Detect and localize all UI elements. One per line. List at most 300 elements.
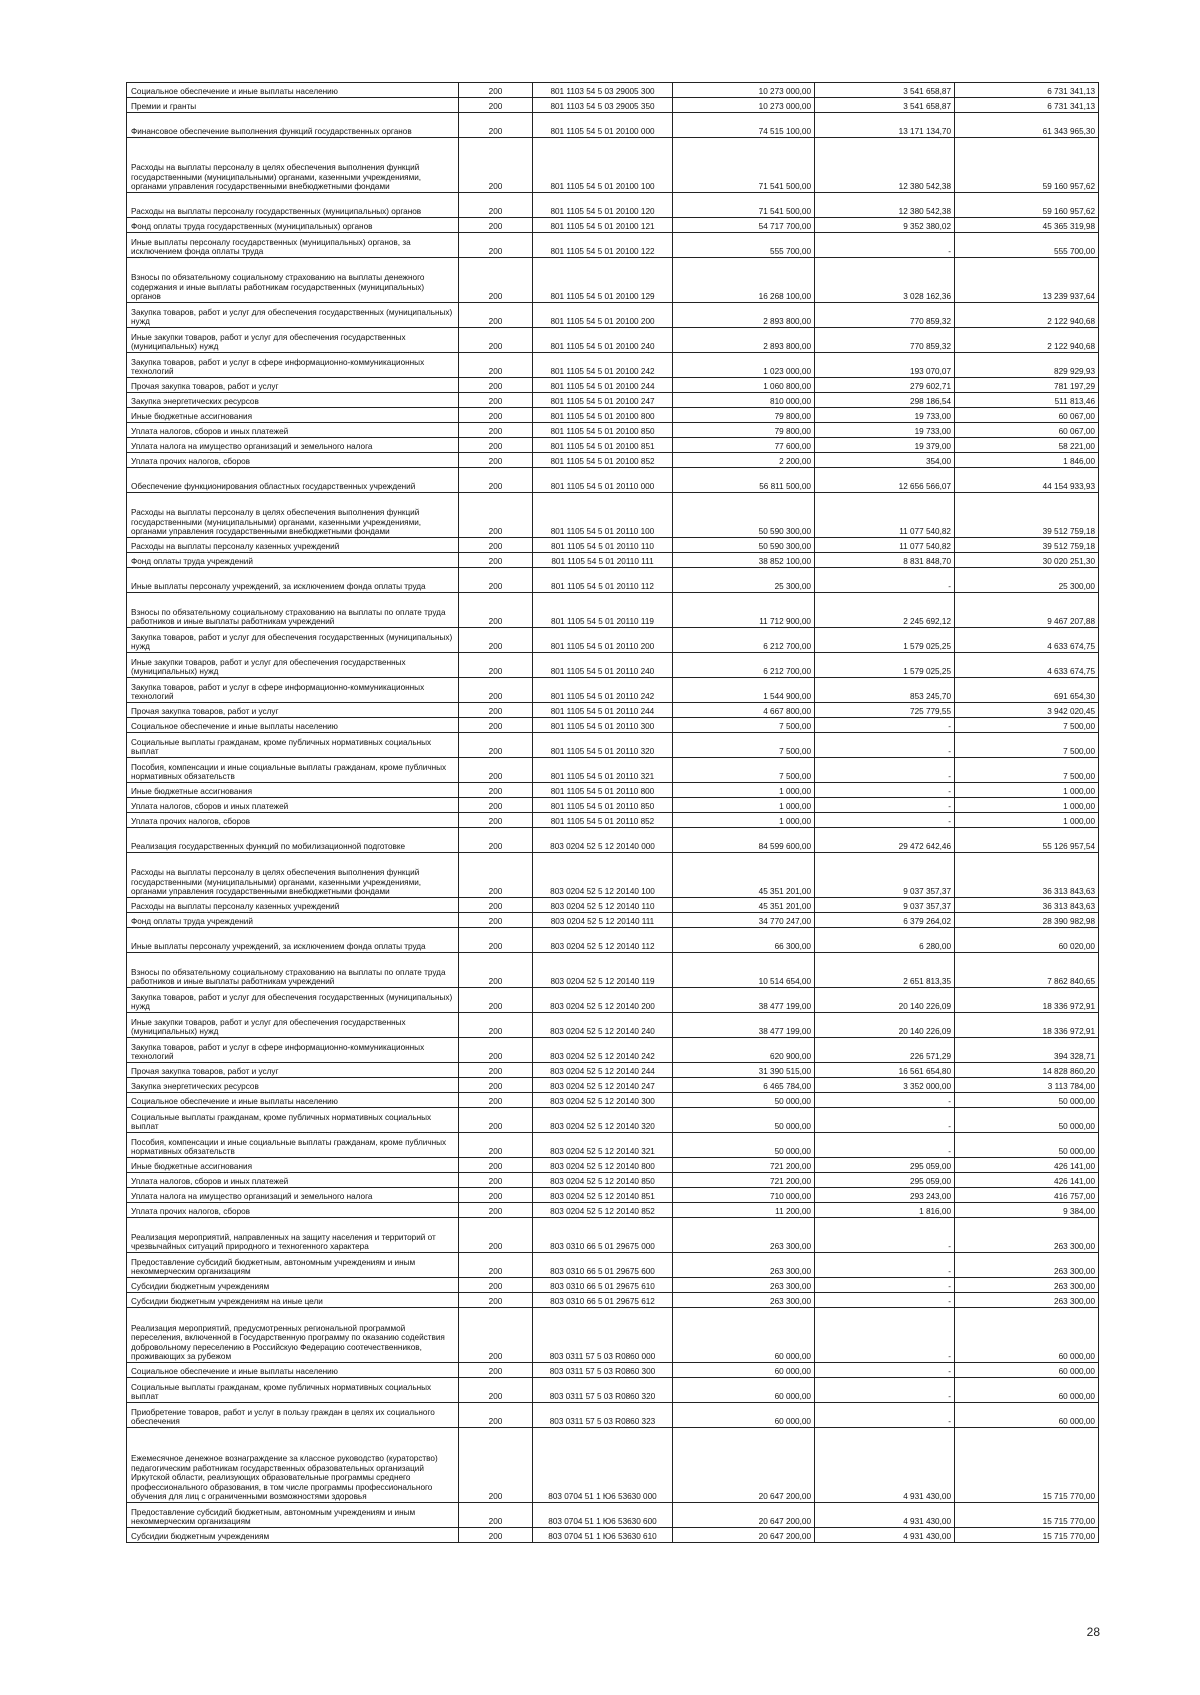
row-approved-amount: 60 000,00 bbox=[673, 1403, 815, 1428]
row-remaining-amount: 6 731 341,13 bbox=[955, 83, 1099, 98]
row-name: Расходы на выплаты персоналу в целях обеспечения выполнения функций государственными (муниципальными) органами, казенными учреждениями, органами управления государственными внебюджетными фондами bbox=[127, 493, 459, 538]
row-budget-code: 801 1105 54 5 01 20100 121 bbox=[533, 218, 673, 233]
table-row bbox=[127, 678, 1099, 703]
row-line-code: 200 bbox=[459, 1403, 533, 1428]
row-budget-code: 803 0204 52 5 12 20140 850 bbox=[533, 1173, 673, 1188]
table-row bbox=[127, 898, 1099, 913]
table-row bbox=[127, 1528, 1099, 1543]
row-budget-code: 803 0204 52 5 12 20140 000 bbox=[533, 828, 673, 853]
row-remaining-amount: 1 000,00 bbox=[955, 813, 1099, 828]
table-row bbox=[127, 328, 1099, 353]
table-row bbox=[127, 1093, 1099, 1108]
row-budget-code: 803 0204 52 5 12 20140 200 bbox=[533, 988, 673, 1013]
row-executed-amount: - bbox=[815, 1093, 955, 1108]
row-executed-amount: - bbox=[815, 783, 955, 798]
table-row bbox=[127, 593, 1099, 628]
row-name: Расходы на выплаты персоналу государственных (муниципальных) органов bbox=[127, 193, 459, 218]
row-budget-code: 801 1105 54 5 01 20100 000 bbox=[533, 113, 673, 138]
row-approved-amount: 71 541 500,00 bbox=[673, 193, 815, 218]
row-name: Реализация мероприятий, направленных на защиту населения и территорий от чрезвычайных ситуаций природного и техногенного характера bbox=[127, 1218, 459, 1253]
row-approved-amount: 7 500,00 bbox=[673, 718, 815, 733]
row-executed-amount: - bbox=[815, 1253, 955, 1278]
row-executed-amount: 3 541 658,87 bbox=[815, 83, 955, 98]
row-remaining-amount: 7 862 840,65 bbox=[955, 953, 1099, 988]
row-name: Социальные выплаты гражданам, кроме публичных нормативных социальных выплат bbox=[127, 1378, 459, 1403]
table-row bbox=[127, 1063, 1099, 1078]
row-line-code: 200 bbox=[459, 218, 533, 233]
row-budget-code: 803 0310 66 5 01 29675 000 bbox=[533, 1218, 673, 1253]
row-line-code: 200 bbox=[459, 353, 533, 378]
row-name: Взносы по обязательному социальному страхованию на выплаты денежного содержания и иные выплаты работникам государственных (муниципальных) органов bbox=[127, 258, 459, 303]
row-budget-code: 803 0311 57 5 03 R0860 300 bbox=[533, 1363, 673, 1378]
table-row bbox=[127, 758, 1099, 783]
row-approved-amount: 60 000,00 bbox=[673, 1363, 815, 1378]
row-budget-code: 803 0204 52 5 12 20140 111 bbox=[533, 913, 673, 928]
row-remaining-amount: 39 512 759,18 bbox=[955, 493, 1099, 538]
row-line-code: 200 bbox=[459, 1063, 533, 1078]
row-budget-code: 801 1105 54 5 01 20100 240 bbox=[533, 328, 673, 353]
row-line-code: 200 bbox=[459, 1503, 533, 1528]
row-budget-code: 801 1103 54 5 03 29005 300 bbox=[533, 83, 673, 98]
row-approved-amount: 1 023 000,00 bbox=[673, 353, 815, 378]
row-line-code: 200 bbox=[459, 193, 533, 218]
table-row bbox=[127, 1363, 1099, 1378]
table-row bbox=[127, 733, 1099, 758]
row-name: Уплата прочих налогов, сборов bbox=[127, 813, 459, 828]
table-row bbox=[127, 1253, 1099, 1278]
row-remaining-amount: 50 000,00 bbox=[955, 1108, 1099, 1133]
row-approved-amount: 1 000,00 bbox=[673, 798, 815, 813]
row-executed-amount: - bbox=[815, 1308, 955, 1363]
row-line-code: 200 bbox=[459, 678, 533, 703]
row-budget-code: 803 0310 66 5 01 29675 610 bbox=[533, 1278, 673, 1293]
row-line-code: 200 bbox=[459, 1158, 533, 1173]
table-row bbox=[127, 138, 1099, 193]
row-name: Фонд оплаты труда учреждений bbox=[127, 913, 459, 928]
row-approved-amount: 56 811 500,00 bbox=[673, 468, 815, 493]
row-line-code: 200 bbox=[459, 1293, 533, 1308]
row-line-code: 200 bbox=[459, 1108, 533, 1133]
row-name: Иные бюджетные ассигнования bbox=[127, 408, 459, 423]
row-name: Иные выплаты персоналу государственных (муниципальных) органов, за исключением фонда оплаты труда bbox=[127, 233, 459, 258]
row-remaining-amount: 44 154 933,93 bbox=[955, 468, 1099, 493]
row-name: Закупка товаров, работ и услуг в сфере информационно-коммуникационных технологий bbox=[127, 1038, 459, 1063]
row-remaining-amount: 263 300,00 bbox=[955, 1253, 1099, 1278]
row-remaining-amount: 60 067,00 bbox=[955, 423, 1099, 438]
row-remaining-amount: 3 942 020,45 bbox=[955, 703, 1099, 718]
row-remaining-amount: 394 328,71 bbox=[955, 1038, 1099, 1063]
row-name: Субсидии бюджетным учреждениям bbox=[127, 1528, 459, 1543]
row-executed-amount: 226 571,29 bbox=[815, 1038, 955, 1063]
row-remaining-amount: 4 633 674,75 bbox=[955, 653, 1099, 678]
table-row bbox=[127, 1378, 1099, 1403]
row-executed-amount: 29 472 642,46 bbox=[815, 828, 955, 853]
row-approved-amount: 721 200,00 bbox=[673, 1173, 815, 1188]
row-name: Обеспечение функционирования областных государственных учреждений bbox=[127, 468, 459, 493]
row-approved-amount: 54 717 700,00 bbox=[673, 218, 815, 233]
row-approved-amount: 6 465 784,00 bbox=[673, 1078, 815, 1093]
row-executed-amount: 20 140 226,09 bbox=[815, 1013, 955, 1038]
table-row bbox=[127, 393, 1099, 408]
row-remaining-amount: 55 126 957,54 bbox=[955, 828, 1099, 853]
row-approved-amount: 60 000,00 bbox=[673, 1308, 815, 1363]
row-name: Иные закупки товаров, работ и услуг для обеспечения государственных (муниципальных) нужд bbox=[127, 328, 459, 353]
row-name: Закупка товаров, работ и услуг в сфере информационно-коммуникационных технологий bbox=[127, 678, 459, 703]
row-remaining-amount: 3 113 784,00 bbox=[955, 1078, 1099, 1093]
row-executed-amount: 1 816,00 bbox=[815, 1203, 955, 1218]
row-name: Пособия, компенсации и иные социальные выплаты гражданам, кроме публичных нормативных обязательств bbox=[127, 758, 459, 783]
row-budget-code: 801 1105 54 5 01 20100 247 bbox=[533, 393, 673, 408]
row-approved-amount: 1 060 800,00 bbox=[673, 378, 815, 393]
row-executed-amount: - bbox=[815, 1133, 955, 1158]
row-line-code: 200 bbox=[459, 1013, 533, 1038]
row-executed-amount: - bbox=[815, 233, 955, 258]
row-executed-amount: 770 859,32 bbox=[815, 328, 955, 353]
row-name: Закупка товаров, работ и услуг для обеспечения государственных (муниципальных) нужд bbox=[127, 988, 459, 1013]
row-approved-amount: 77 600,00 bbox=[673, 438, 815, 453]
table-row bbox=[127, 438, 1099, 453]
row-budget-code: 803 0204 52 5 12 20140 244 bbox=[533, 1063, 673, 1078]
row-budget-code: 801 1105 54 5 01 20100 244 bbox=[533, 378, 673, 393]
row-name: Закупка товаров, работ и услуг в сфере информационно-коммуникационных технологий bbox=[127, 353, 459, 378]
table-row bbox=[127, 453, 1099, 468]
table-row bbox=[127, 988, 1099, 1013]
row-budget-code: 803 0204 52 5 12 20140 852 bbox=[533, 1203, 673, 1218]
row-executed-amount: 9 352 380,02 bbox=[815, 218, 955, 233]
row-name: Закупка товаров, работ и услуг для обеспечения государственных (муниципальных) нужд bbox=[127, 303, 459, 328]
row-approved-amount: 2 200,00 bbox=[673, 453, 815, 468]
row-executed-amount: - bbox=[815, 1403, 955, 1428]
row-line-code: 200 bbox=[459, 438, 533, 453]
row-remaining-amount: 416 757,00 bbox=[955, 1188, 1099, 1203]
table-row bbox=[127, 493, 1099, 538]
row-remaining-amount: 7 500,00 bbox=[955, 733, 1099, 758]
row-executed-amount: 3 352 000,00 bbox=[815, 1078, 955, 1093]
row-executed-amount: 12 656 566,07 bbox=[815, 468, 955, 493]
row-budget-code: 801 1105 54 5 01 20100 120 bbox=[533, 193, 673, 218]
row-line-code: 200 bbox=[459, 1133, 533, 1158]
table-row bbox=[127, 468, 1099, 493]
row-line-code: 200 bbox=[459, 653, 533, 678]
row-approved-amount: 2 893 800,00 bbox=[673, 303, 815, 328]
row-name: Фонд оплаты труда учреждений bbox=[127, 553, 459, 568]
row-remaining-amount: 4 633 674,75 bbox=[955, 628, 1099, 653]
row-remaining-amount: 263 300,00 bbox=[955, 1218, 1099, 1253]
row-approved-amount: 45 351 201,00 bbox=[673, 898, 815, 913]
row-name: Реализация мероприятий, предусмотренных региональной программой переселения, включенной в Государственную программу по оказанию содействия добровольному переселению в Российскую Федерацию соотечественников, проживающих за рубежом bbox=[127, 1308, 459, 1363]
row-executed-amount: 12 380 542,38 bbox=[815, 193, 955, 218]
row-approved-amount: 38 477 199,00 bbox=[673, 1013, 815, 1038]
row-approved-amount: 79 800,00 bbox=[673, 423, 815, 438]
row-executed-amount: - bbox=[815, 758, 955, 783]
row-remaining-amount: 511 813,46 bbox=[955, 393, 1099, 408]
row-remaining-amount: 60 000,00 bbox=[955, 1363, 1099, 1378]
row-executed-amount: 11 077 540,82 bbox=[815, 538, 955, 553]
row-executed-amount: - bbox=[815, 1108, 955, 1133]
row-line-code: 200 bbox=[459, 303, 533, 328]
row-line-code: 200 bbox=[459, 233, 533, 258]
row-approved-amount: 1 000,00 bbox=[673, 813, 815, 828]
row-remaining-amount: 781 197,29 bbox=[955, 378, 1099, 393]
row-executed-amount: 3 028 162,36 bbox=[815, 258, 955, 303]
row-budget-code: 801 1105 54 5 01 20110 852 bbox=[533, 813, 673, 828]
row-budget-code: 801 1105 54 5 01 20110 000 bbox=[533, 468, 673, 493]
row-remaining-amount: 25 300,00 bbox=[955, 568, 1099, 593]
row-name: Предоставление субсидий бюджетным, автономным учреждениям и иным некоммерческим организациям bbox=[127, 1503, 459, 1528]
row-executed-amount: 1 579 025,25 bbox=[815, 653, 955, 678]
row-approved-amount: 11 200,00 bbox=[673, 1203, 815, 1218]
row-budget-code: 803 0204 52 5 12 20140 100 bbox=[533, 853, 673, 898]
row-approved-amount: 7 500,00 bbox=[673, 758, 815, 783]
row-line-code: 200 bbox=[459, 568, 533, 593]
row-budget-code: 801 1105 54 5 01 20100 200 bbox=[533, 303, 673, 328]
row-name: Социальное обеспечение и иные выплаты населению bbox=[127, 718, 459, 733]
row-line-code: 200 bbox=[459, 1078, 533, 1093]
row-name: Социальное обеспечение и иные выплаты населению bbox=[127, 1363, 459, 1378]
row-remaining-amount: 60 000,00 bbox=[955, 1378, 1099, 1403]
table-row bbox=[127, 98, 1099, 113]
row-line-code: 200 bbox=[459, 1278, 533, 1293]
row-executed-amount: 354,00 bbox=[815, 453, 955, 468]
row-line-code: 200 bbox=[459, 378, 533, 393]
table-row bbox=[127, 258, 1099, 303]
row-name: Социальное обеспечение и иные выплаты населению bbox=[127, 83, 459, 98]
row-executed-amount: 293 243,00 bbox=[815, 1188, 955, 1203]
row-line-code: 200 bbox=[459, 628, 533, 653]
row-name: Уплата налогов, сборов и иных платежей bbox=[127, 1173, 459, 1188]
row-line-code: 200 bbox=[459, 453, 533, 468]
row-remaining-amount: 36 313 843,63 bbox=[955, 898, 1099, 913]
row-approved-amount: 4 667 800,00 bbox=[673, 703, 815, 718]
row-line-code: 200 bbox=[459, 783, 533, 798]
row-executed-amount: 12 380 542,38 bbox=[815, 138, 955, 193]
row-name: Уплата налога на имущество организаций и земельного налога bbox=[127, 1188, 459, 1203]
table-row bbox=[127, 218, 1099, 233]
row-budget-code: 803 0204 52 5 12 20140 110 bbox=[533, 898, 673, 913]
row-approved-amount: 50 590 300,00 bbox=[673, 493, 815, 538]
row-name: Приобретение товаров, работ и услуг в пользу граждан в целях их социального обеспечения bbox=[127, 1403, 459, 1428]
row-remaining-amount: 45 365 319,98 bbox=[955, 218, 1099, 233]
row-approved-amount: 6 212 700,00 bbox=[673, 653, 815, 678]
row-remaining-amount: 50 000,00 bbox=[955, 1093, 1099, 1108]
row-budget-code: 801 1105 54 5 01 20110 850 bbox=[533, 798, 673, 813]
row-budget-code: 803 0704 51 1 Ю6 53630 610 bbox=[533, 1528, 673, 1543]
row-remaining-amount: 9 467 207,88 bbox=[955, 593, 1099, 628]
row-line-code: 200 bbox=[459, 113, 533, 138]
row-executed-amount: 4 931 430,00 bbox=[815, 1503, 955, 1528]
row-remaining-amount: 426 141,00 bbox=[955, 1173, 1099, 1188]
row-remaining-amount: 13 239 937,64 bbox=[955, 258, 1099, 303]
row-name: Уплата налога на имущество организаций и земельного налога bbox=[127, 438, 459, 453]
row-executed-amount: 20 140 226,09 bbox=[815, 988, 955, 1013]
table-row bbox=[127, 953, 1099, 988]
row-executed-amount: 1 579 025,25 bbox=[815, 628, 955, 653]
table-row bbox=[127, 1038, 1099, 1063]
row-remaining-amount: 9 384,00 bbox=[955, 1203, 1099, 1218]
table-row bbox=[127, 1278, 1099, 1293]
row-executed-amount: 19 379,00 bbox=[815, 438, 955, 453]
row-approved-amount: 6 212 700,00 bbox=[673, 628, 815, 653]
row-name: Ежемесячное денежное вознаграждение за классное руководство (кураторство) педагогическим работникам государственных образовательных организаций Иркутской области, реализующих образовательные программы среднего профессионального образования, в том числе программы профессионального обучения для лиц с ограниченными возможностями здоровья bbox=[127, 1428, 459, 1503]
row-name: Уплата прочих налогов, сборов bbox=[127, 453, 459, 468]
row-approved-amount: 1 000,00 bbox=[673, 783, 815, 798]
table-row bbox=[127, 83, 1099, 98]
row-approved-amount: 11 712 900,00 bbox=[673, 593, 815, 628]
row-budget-code: 803 0204 52 5 12 20140 242 bbox=[533, 1038, 673, 1063]
row-budget-code: 801 1105 54 5 01 20110 100 bbox=[533, 493, 673, 538]
table-row bbox=[127, 1133, 1099, 1158]
row-remaining-amount: 61 343 965,30 bbox=[955, 113, 1099, 138]
budget-table bbox=[126, 82, 1099, 1543]
row-line-code: 200 bbox=[459, 138, 533, 193]
row-name: Закупка товаров, работ и услуг для обеспечения государственных (муниципальных) нужд bbox=[127, 628, 459, 653]
table-row bbox=[127, 928, 1099, 953]
row-line-code: 200 bbox=[459, 258, 533, 303]
row-approved-amount: 71 541 500,00 bbox=[673, 138, 815, 193]
row-budget-code: 801 1105 54 5 01 20100 850 bbox=[533, 423, 673, 438]
row-name: Социальные выплаты гражданам, кроме публичных нормативных социальных выплат bbox=[127, 1108, 459, 1133]
row-budget-code: 801 1105 54 5 01 20100 100 bbox=[533, 138, 673, 193]
table-row bbox=[127, 783, 1099, 798]
row-executed-amount: 2 245 692,12 bbox=[815, 593, 955, 628]
row-approved-amount: 84 599 600,00 bbox=[673, 828, 815, 853]
row-remaining-amount: 7 500,00 bbox=[955, 758, 1099, 783]
row-executed-amount: 3 541 658,87 bbox=[815, 98, 955, 113]
row-budget-code: 803 0310 66 5 01 29675 600 bbox=[533, 1253, 673, 1278]
row-line-code: 200 bbox=[459, 953, 533, 988]
row-remaining-amount: 426 141,00 bbox=[955, 1158, 1099, 1173]
row-line-code: 200 bbox=[459, 718, 533, 733]
row-name: Субсидии бюджетным учреждениям на иные цели bbox=[127, 1293, 459, 1308]
row-remaining-amount: 555 700,00 bbox=[955, 233, 1099, 258]
row-executed-amount: - bbox=[815, 1378, 955, 1403]
row-remaining-amount: 39 512 759,18 bbox=[955, 538, 1099, 553]
row-name: Иные выплаты персоналу учреждений, за исключением фонда оплаты труда bbox=[127, 928, 459, 953]
row-remaining-amount: 15 715 770,00 bbox=[955, 1528, 1099, 1543]
table-row bbox=[127, 1158, 1099, 1173]
row-budget-code: 801 1105 54 5 01 20100 852 bbox=[533, 453, 673, 468]
row-line-code: 200 bbox=[459, 813, 533, 828]
table-row bbox=[127, 628, 1099, 653]
row-approved-amount: 710 000,00 bbox=[673, 1188, 815, 1203]
table-row bbox=[127, 538, 1099, 553]
row-executed-amount: - bbox=[815, 1278, 955, 1293]
row-line-code: 200 bbox=[459, 1203, 533, 1218]
row-line-code: 200 bbox=[459, 553, 533, 568]
row-executed-amount: 9 037 357,37 bbox=[815, 853, 955, 898]
table-row bbox=[127, 233, 1099, 258]
row-remaining-amount: 263 300,00 bbox=[955, 1293, 1099, 1308]
row-remaining-amount: 36 313 843,63 bbox=[955, 853, 1099, 898]
row-line-code: 200 bbox=[459, 1218, 533, 1253]
row-executed-amount: 193 070,07 bbox=[815, 353, 955, 378]
table-row bbox=[127, 1308, 1099, 1363]
row-approved-amount: 20 647 200,00 bbox=[673, 1503, 815, 1528]
row-approved-amount: 60 000,00 bbox=[673, 1378, 815, 1403]
table-row bbox=[127, 113, 1099, 138]
row-approved-amount: 10 514 654,00 bbox=[673, 953, 815, 988]
row-executed-amount: 2 651 813,35 bbox=[815, 953, 955, 988]
row-executed-amount: 6 280,00 bbox=[815, 928, 955, 953]
table-row bbox=[127, 813, 1099, 828]
row-remaining-amount: 15 715 770,00 bbox=[955, 1503, 1099, 1528]
row-executed-amount: - bbox=[815, 718, 955, 733]
row-line-code: 200 bbox=[459, 493, 533, 538]
row-executed-amount: 295 059,00 bbox=[815, 1173, 955, 1188]
row-approved-amount: 34 770 247,00 bbox=[673, 913, 815, 928]
row-remaining-amount: 15 715 770,00 bbox=[955, 1428, 1099, 1503]
row-approved-amount: 50 000,00 bbox=[673, 1108, 815, 1133]
row-budget-code: 803 0311 57 5 03 R0860 000 bbox=[533, 1308, 673, 1363]
row-approved-amount: 555 700,00 bbox=[673, 233, 815, 258]
row-name: Прочая закупка товаров, работ и услуг bbox=[127, 378, 459, 393]
row-approved-amount: 620 900,00 bbox=[673, 1038, 815, 1063]
row-budget-code: 801 1105 54 5 01 20110 111 bbox=[533, 553, 673, 568]
table-row bbox=[127, 1173, 1099, 1188]
table-row bbox=[127, 1013, 1099, 1038]
table-row bbox=[127, 568, 1099, 593]
row-budget-code: 803 0704 51 1 Ю6 53630 000 bbox=[533, 1428, 673, 1503]
row-approved-amount: 25 300,00 bbox=[673, 568, 815, 593]
row-executed-amount: - bbox=[815, 1293, 955, 1308]
row-name: Реализация государственных функций по мобилизационной подготовке bbox=[127, 828, 459, 853]
row-line-code: 200 bbox=[459, 393, 533, 408]
row-remaining-amount: 59 160 957,62 bbox=[955, 138, 1099, 193]
row-budget-code: 801 1103 54 5 03 29005 350 bbox=[533, 98, 673, 113]
row-remaining-amount: 829 929,93 bbox=[955, 353, 1099, 378]
row-budget-code: 803 0204 52 5 12 20140 320 bbox=[533, 1108, 673, 1133]
row-line-code: 200 bbox=[459, 1378, 533, 1403]
row-approved-amount: 20 647 200,00 bbox=[673, 1428, 815, 1503]
budget-table-body bbox=[127, 83, 1099, 1543]
row-line-code: 200 bbox=[459, 423, 533, 438]
row-budget-code: 803 0311 57 5 03 R0860 323 bbox=[533, 1403, 673, 1428]
table-row bbox=[127, 1293, 1099, 1308]
row-name: Уплата прочих налогов, сборов bbox=[127, 1203, 459, 1218]
row-approved-amount: 20 647 200,00 bbox=[673, 1528, 815, 1543]
row-budget-code: 801 1105 54 5 01 20110 200 bbox=[533, 628, 673, 653]
row-name: Премии и гранты bbox=[127, 98, 459, 113]
row-executed-amount: 279 602,71 bbox=[815, 378, 955, 393]
table-row bbox=[127, 1218, 1099, 1253]
row-executed-amount: 853 245,70 bbox=[815, 678, 955, 703]
table-row bbox=[127, 1108, 1099, 1133]
row-remaining-amount: 58 221,00 bbox=[955, 438, 1099, 453]
row-line-code: 200 bbox=[459, 1188, 533, 1203]
row-name: Взносы по обязательному социальному страхованию на выплаты по оплате труда работников и иные выплаты работникам учреждений bbox=[127, 953, 459, 988]
table-row bbox=[127, 653, 1099, 678]
row-remaining-amount: 263 300,00 bbox=[955, 1278, 1099, 1293]
row-budget-code: 801 1105 54 5 01 20100 122 bbox=[533, 233, 673, 258]
row-remaining-amount: 18 336 972,91 bbox=[955, 988, 1099, 1013]
table-row bbox=[127, 408, 1099, 423]
table-row bbox=[127, 1188, 1099, 1203]
row-budget-code: 801 1105 54 5 01 20110 110 bbox=[533, 538, 673, 553]
row-line-code: 200 bbox=[459, 1173, 533, 1188]
row-executed-amount: - bbox=[815, 1363, 955, 1378]
row-remaining-amount: 14 828 860,20 bbox=[955, 1063, 1099, 1078]
row-remaining-amount: 59 160 957,62 bbox=[955, 193, 1099, 218]
row-name: Взносы по обязательному социальному страхованию на выплаты по оплате труда работников и иные выплаты работникам учреждений bbox=[127, 593, 459, 628]
row-name: Расходы на выплаты персоналу казенных учреждений bbox=[127, 538, 459, 553]
row-line-code: 200 bbox=[459, 1308, 533, 1363]
row-name: Иные закупки товаров, работ и услуг для обеспечения государственных (муниципальных) нужд bbox=[127, 653, 459, 678]
row-approved-amount: 721 200,00 bbox=[673, 1158, 815, 1173]
row-line-code: 200 bbox=[459, 593, 533, 628]
table-row bbox=[127, 193, 1099, 218]
row-line-code: 200 bbox=[459, 798, 533, 813]
table-row bbox=[127, 353, 1099, 378]
